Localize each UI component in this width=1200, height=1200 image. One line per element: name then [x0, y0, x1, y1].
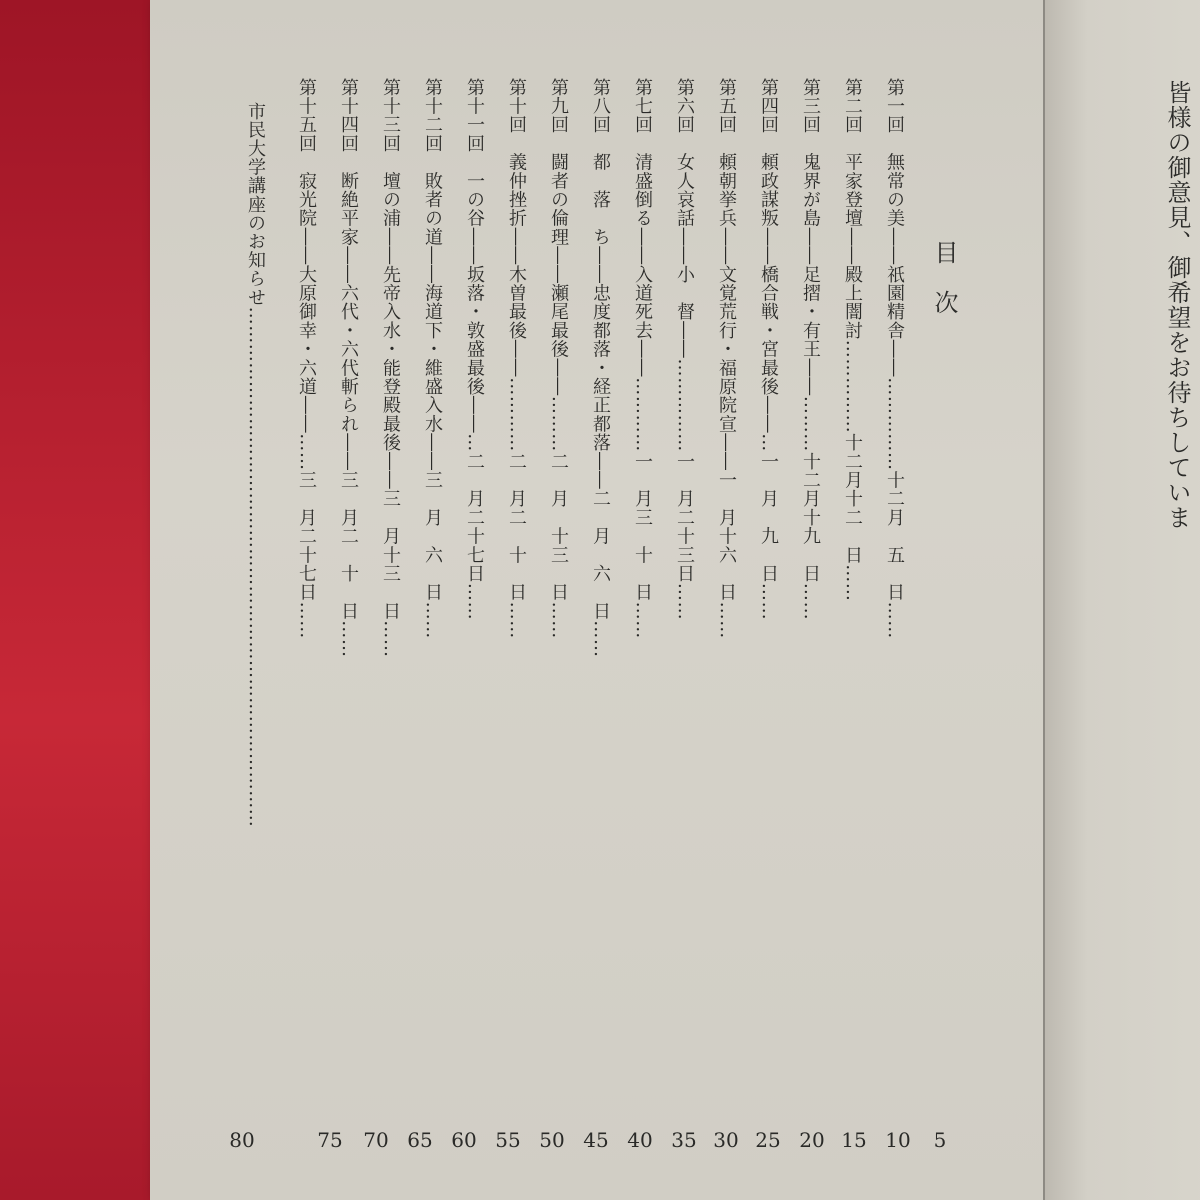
toc-entry: 第十二回 敗者の道――海道下・維盛入水――三 月 六 日…… — [422, 78, 443, 639]
toc-entry: 第七回 清盛倒る――入道死去――…………一 月三 十 日…… — [632, 78, 653, 639]
toc-page-number: 40 — [627, 1128, 653, 1152]
toc-entry: 第一回 無常の美――祇園精舎――……………十二月 五 日…… — [884, 78, 905, 639]
toc-page-number: 5 — [933, 1128, 947, 1152]
toc-page-number: 45 — [583, 1128, 609, 1152]
toc-entry: 第九回 闘者の倫理――瀬尾最後――………二 月 十三 日…… — [548, 78, 569, 639]
toc-entry: 第十回 義仲挫折――木曽最後――…………二 月二 十 日…… — [506, 78, 527, 639]
toc-page-number: 10 — [885, 1128, 911, 1152]
facing-page-text: 皆様の御意見、御希望をお待ちしていま — [1163, 80, 1191, 530]
toc-page-number: 15 — [841, 1128, 867, 1152]
toc-entry: 第六回 女人哀話――小 督――……………一 月二十三日…… — [674, 78, 695, 621]
toc-page-number: 35 — [671, 1128, 697, 1152]
toc-entry: 第四回 頼政謀叛――橋合戦・宮最後――…一 月 九 日…… — [758, 78, 779, 621]
toc-notice-entry: 市民大学講座のお知らせ………………………………………………………………………… — [245, 102, 266, 828]
toc-page-number: 70 — [363, 1128, 389, 1152]
toc-entry: 第十一回 一の谷――坂落・敦盛最後――…二 月二十七日…… — [464, 78, 485, 621]
toc-page-number: 30 — [713, 1128, 739, 1152]
toc-entry: 第十五回 寂光院――大原御幸・六道――……三 月二十七日…… — [296, 78, 317, 639]
toc-entry: 第八回 都 落 ち――忠度都落・経正都落――二 月 六 日…… — [590, 78, 611, 658]
toc-entry: 第十三回 壇の浦――先帝入水・能登殿最後――三 月十三 日…… — [380, 78, 401, 658]
toc-notice-page-number: 80 — [229, 1128, 255, 1152]
toc-page-number: 65 — [407, 1128, 433, 1152]
toc-entry: 第三回 鬼界が島――足摺・有王――………十二月十九 日…… — [800, 78, 821, 621]
toc-entry: 第二回 平家登壇――殿上闇討……………十二月十二 日…… — [842, 78, 863, 602]
toc-page-number: 55 — [495, 1128, 521, 1152]
toc-page-number: 20 — [799, 1128, 825, 1152]
toc-entry: 第五回 頼朝挙兵――文覚荒行・福原院宣――一 月十六 日…… — [716, 78, 737, 639]
toc-page-number: 60 — [451, 1128, 477, 1152]
toc-page-number: 50 — [539, 1128, 565, 1152]
toc-page-number: 25 — [755, 1128, 781, 1152]
toc-title: 目次 — [930, 240, 958, 340]
toc-page-number: 75 — [317, 1128, 343, 1152]
toc-entry: 第十四回 断絶平家――六代・六代斬られ――三 月二 十 日…… — [338, 78, 359, 658]
